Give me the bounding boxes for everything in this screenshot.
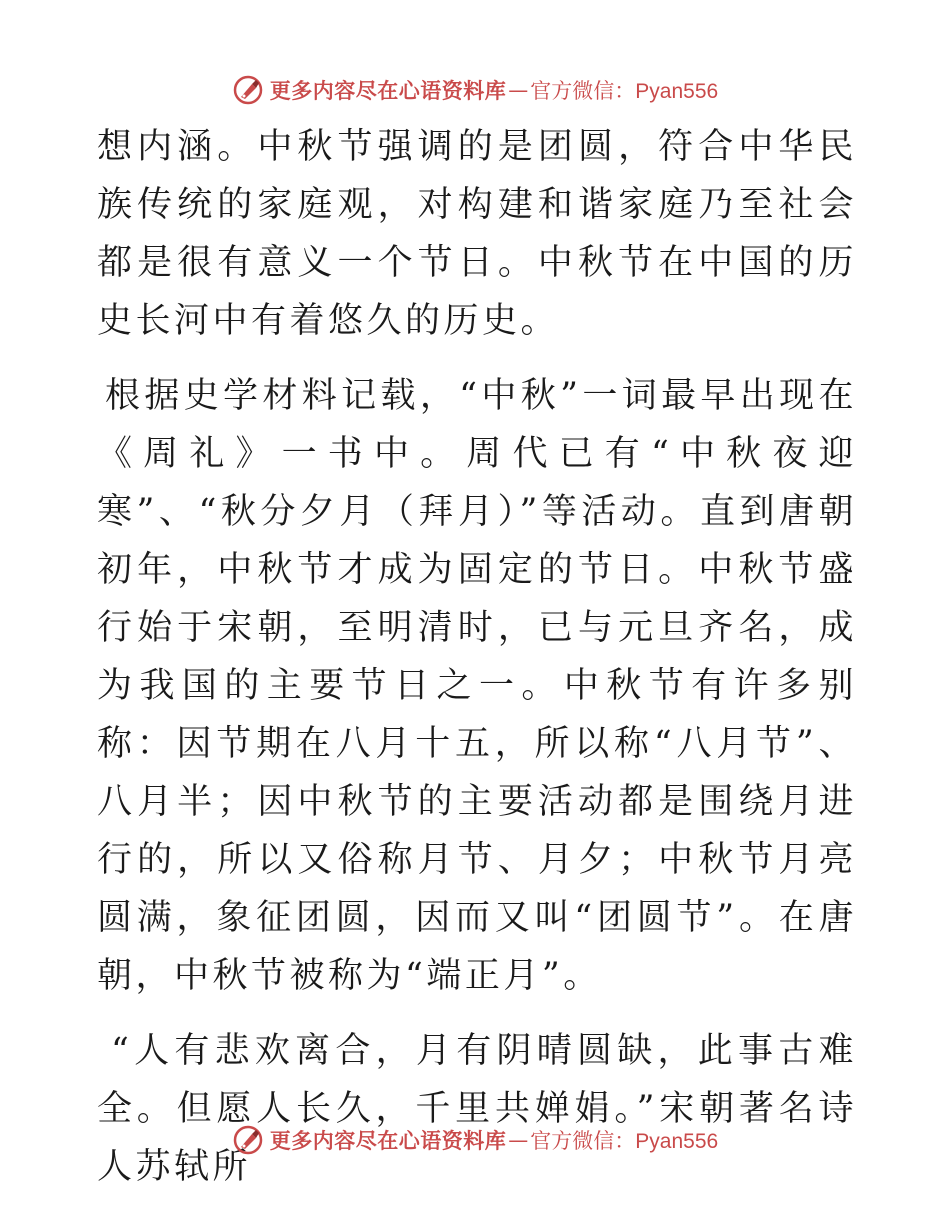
pen-nib-logo-icon <box>232 1124 264 1156</box>
pen-nib-logo-icon <box>232 74 264 106</box>
paragraph-1: 想内涵。中秋节强调的是团圆，符合中华民族传统的家庭观，对构建和谐家庭乃至社会都是很有意义一个节日。中秋节在中国的历史长河中有着悠久的历史。 <box>97 127 857 341</box>
footer-watermark-banner <box>0 1120 950 1160</box>
banner-contact: 官方微信：Pyan556 <box>530 80 719 103</box>
document-body <box>97 118 857 1196</box>
header-watermark-banner <box>0 70 950 110</box>
banner-title: 更多内容尽在心语资料库 <box>269 78 507 103</box>
banner-separator: — <box>508 78 529 102</box>
banner-contact: 官方微信：Pyan556 <box>530 1130 719 1153</box>
paragraph-2: 根据史学材料记载，“中秋”一词最早出现在《周礼》一书中。周代已有“中秋夜迎寒”、“秋分夕月（拜月）”等活动。直到唐朝初年，中秋节才成为固定的节日。中秋节盛行始于宋朝，至明清时，已与元旦齐名，成为我国的主要节日之一。中秋节有许多别称：因节期在八月十五，所以称“八月节”、八月半；因中秋节的主要活动都是围绕月进行的，所以又俗称月节、月夕；中秋节月亮圆满，象征团圆，因而又叫“团圆节”。在唐朝，中秋节被称为“端正月”。 <box>97 376 857 996</box>
banner-title: 更多内容尽在心语资料库 <box>269 1128 507 1153</box>
paragraph-3: “人有悲欢离合，月有阴晴圆缺，此事古难全。但愿人长久，千里共婵娟。”宋朝著名诗人苏轼所 <box>97 1031 857 1187</box>
banner-separator: — <box>508 1128 529 1152</box>
